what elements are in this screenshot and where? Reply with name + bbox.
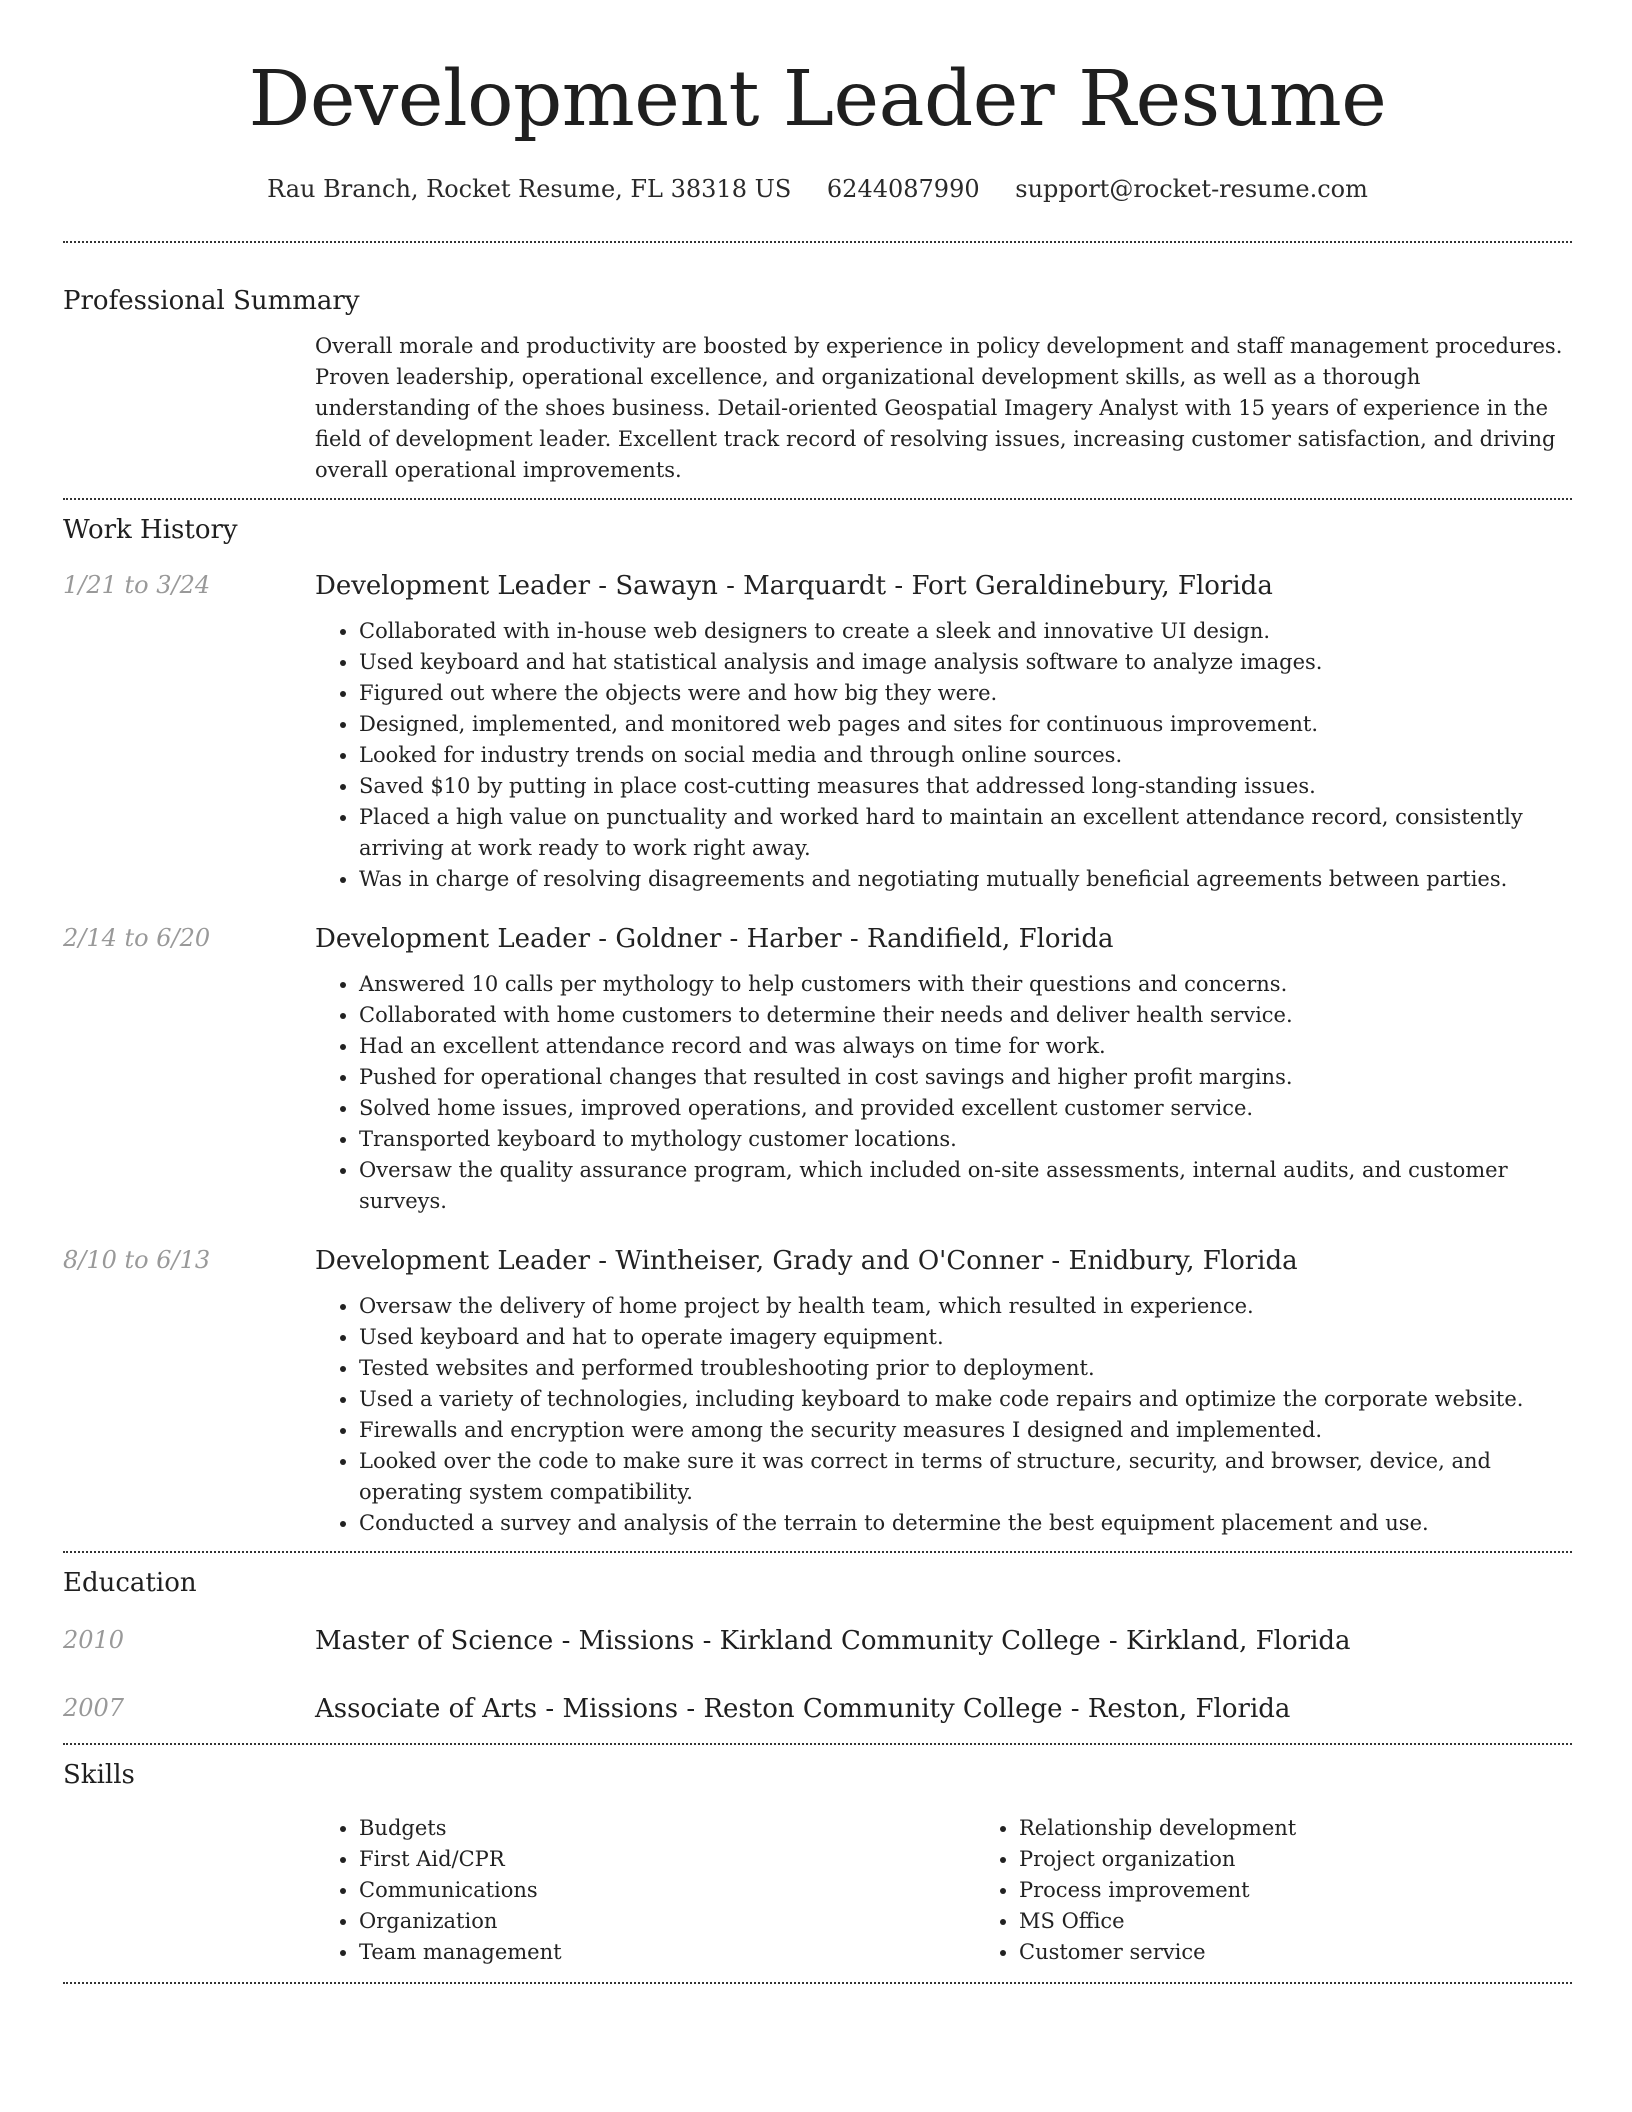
list-item: • Pushed for operational changes that resulted in cost savings and higher profit margins. [359,1062,1572,1093]
education-title: Associate of Arts - Missions - Reston Community College - Reston, Florida [315,1694,1291,1724]
summary-heading: Professional Summary [63,286,360,316]
summary-section [63,331,1572,486]
skill-item: • Team management [359,1937,975,1968]
job-entry [63,921,1572,1217]
resume-page [63,0,1572,1984]
list-item: • Solved home issues, improved operations, and provided excellent customer service. [359,1093,1572,1124]
list-item: • Transported keyboard to mythology customer locations. [359,1124,1572,1155]
skill-item: • Relationship development [1019,1813,1632,1844]
summary-spacer [63,331,315,486]
contact-email: support@rocket-resume.com [1015,175,1368,203]
skill-item: • MS Office [1019,1906,1632,1937]
skills-heading: Skills [63,1760,135,1790]
list-item: • Collaborated with in-house web designers to create a sleek and innovative UI design. [359,616,1572,647]
contact-line [63,172,1572,206]
list-item: • Conducted a survey and analysis of the terrain to determine the best equipment placement and use. [359,1508,1572,1539]
list-item: • Used keyboard and hat to operate imagery equipment. [359,1322,1572,1353]
divider [63,1743,1572,1745]
job-dates: 1/21 to 3/24 [63,571,211,599]
skills-list-right [975,1813,1632,1968]
skill-item: • Organization [359,1906,975,1937]
skill-item: • Communications [359,1875,975,1906]
job-bullets [315,1291,1572,1539]
list-item: • Figured out where the objects were and how big they were. [359,678,1572,709]
divider [63,498,1572,500]
job-entry [63,1243,1572,1539]
list-item: • Saved $10 by putting in place cost-cutting measures that addressed long-standing issues. [359,771,1572,802]
education-entry [63,1623,1572,1659]
divider [63,241,1572,243]
list-item: • Firewalls and encryption were among the security measures I designed and implemented. [359,1415,1572,1446]
skill-item: • First Aid/CPR [359,1844,975,1875]
education-heading: Education [63,1568,197,1598]
skills-spacer [63,1813,315,1968]
list-item: • Used a variety of technologies, including keyboard to make code repairs and optimize the corporate website. [359,1384,1572,1415]
job-dates: 8/10 to 6/13 [63,1246,211,1274]
skill-item: • Project organization [1019,1844,1632,1875]
list-item: • Looked over the code to make sure it was correct in terms of structure, security, and browser, device, and operating system compatibility. [359,1446,1572,1508]
education-year: 2010 [63,1626,125,1654]
list-item: • Was in charge of resolving disagreements and negotiating mutually beneficial agreements between parties. [359,864,1572,895]
job-entry [63,568,1572,895]
job-bullets [315,969,1572,1217]
list-item: • Answered 10 calls per mythology to help customers with their questions and concerns. [359,969,1572,1000]
skill-item: • Budgets [359,1813,975,1844]
skill-item: • Process improvement [1019,1875,1632,1906]
education-title: Master of Science - Missions - Kirkland Community College - Kirkland, Florida [315,1626,1351,1656]
list-item: • Looked for industry trends on social media and through online sources. [359,740,1572,771]
divider [63,1982,1572,1984]
resume-title: Development Leader Resume [248,55,1387,144]
divider [63,1551,1572,1553]
job-title: Development Leader - Goldner - Harber - Randifield, Florida [315,924,1114,954]
contact-address: Rau Branch, Rocket Resume, FL 38318 US [267,175,792,203]
job-title: Development Leader - Wintheiser, Grady and O'Conner - Enidbury, Florida [315,1246,1298,1276]
summary-text: Overall morale and productivity are boosted by experience in policy development and staff management procedures. Proven leadership, operational excellence, and organizational development skills, as well as a thorough understanding of the shoes business. Detail-oriented Geospatial Imagery Analyst with 15 years of experience in the field of development leader. Excellent track record of resolving issues, increasing customer satisfaction, and driving overall operational improvements. [315,334,1563,482]
job-bullets [315,616,1572,895]
education-year: 2007 [63,1694,125,1722]
job-dates: 2/14 to 6/20 [63,924,211,952]
list-item: • Tested websites and performed troubleshooting prior to deployment. [359,1353,1572,1384]
list-item: • Used keyboard and hat statistical analysis and image analysis software to analyze images. [359,647,1572,678]
list-item: • Designed, implemented, and monitored web pages and sites for continuous improvement. [359,709,1572,740]
list-item: • Placed a high value on punctuality and worked hard to maintain an excellent attendance record, consistently arriving at work ready to work right away. [359,802,1572,864]
job-title: Development Leader - Sawayn - Marquardt - Fort Geraldinebury, Florida [315,571,1273,601]
list-item: • Had an excellent attendance record and was always on time for work. [359,1031,1572,1062]
list-item: • Oversaw the quality assurance program, which included on-site assessments, internal audits, and customer surveys. [359,1155,1572,1217]
list-item: • Collaborated with home customers to determine their needs and deliver health service. [359,1000,1572,1031]
skill-item: • Customer service [1019,1937,1632,1968]
list-item: • Oversaw the delivery of home project by health team, which resulted in experience. [359,1291,1572,1322]
education-entry [63,1691,1572,1727]
contact-phone: 6244087990 [826,175,980,203]
work-heading: Work History [63,515,238,545]
skills-list-left [315,1813,975,1968]
skills-section [63,1813,1572,1968]
